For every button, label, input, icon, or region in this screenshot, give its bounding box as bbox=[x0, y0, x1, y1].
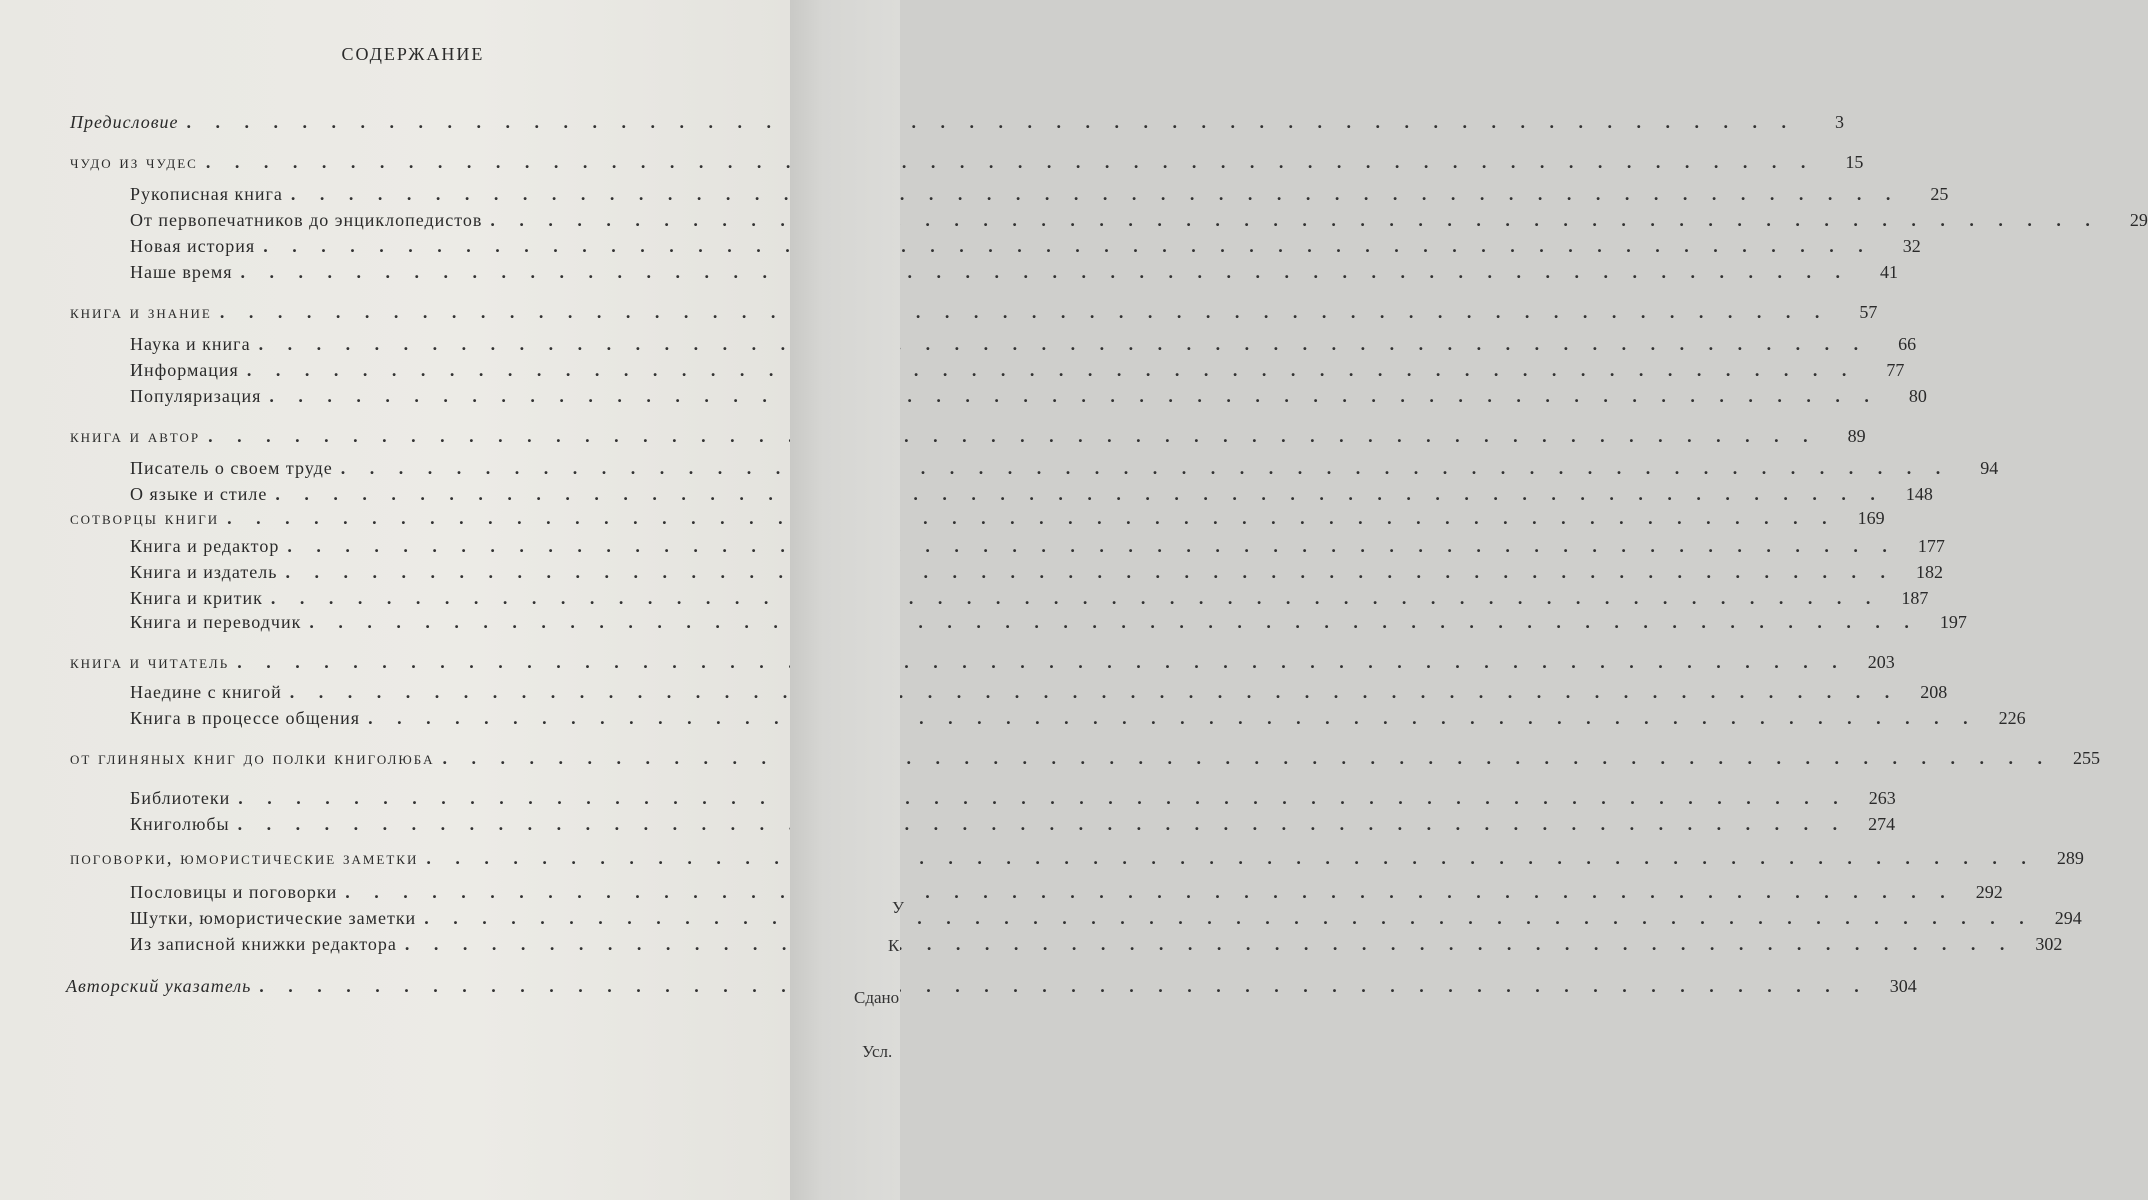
toc-entry bbox=[70, 302, 1878, 328]
toc-label: Популяризация bbox=[130, 386, 262, 406]
toc-entry bbox=[130, 484, 1933, 510]
toc-label: от глиняных книг до полки книголюба bbox=[70, 748, 435, 769]
toc-entry bbox=[130, 882, 2003, 908]
toc-entry bbox=[70, 426, 1866, 452]
toc-page-number: 169 bbox=[1857, 508, 1885, 528]
leader-dots bbox=[241, 262, 1851, 283]
leader-dots bbox=[259, 976, 1869, 997]
leader-dots bbox=[208, 426, 1818, 447]
toc-label: Книга и издатель bbox=[130, 562, 278, 582]
toc-page-number: 208 bbox=[1920, 682, 1948, 702]
toc-entry bbox=[130, 184, 1949, 210]
toc-entry bbox=[130, 682, 1948, 708]
toc-label: Книга и редактор bbox=[130, 536, 280, 556]
toc-label: Из записной книжки редактора bbox=[130, 934, 397, 954]
toc-label: книга и автор bbox=[70, 426, 201, 447]
toc-label: Новая история bbox=[130, 236, 256, 256]
leader-dots bbox=[424, 908, 2034, 929]
toc-label: Наше время bbox=[130, 262, 233, 282]
toc-entry bbox=[130, 458, 1999, 484]
toc-entry bbox=[130, 814, 1896, 840]
leader-dots bbox=[227, 508, 1837, 529]
toc-entry bbox=[130, 934, 2063, 960]
leader-dots bbox=[206, 152, 1816, 173]
toc-entry bbox=[130, 210, 2148, 236]
toc-page-number: 89 bbox=[1847, 426, 1866, 446]
leader-dots bbox=[442, 748, 2052, 769]
toc-label: От первопечатников до энциклопедистов bbox=[130, 210, 483, 230]
leader-dots bbox=[263, 236, 1873, 257]
toc-page-number: 289 bbox=[2056, 848, 2084, 868]
leader-dots bbox=[247, 360, 1857, 381]
toc-page-number: 41 bbox=[1880, 262, 1898, 282]
toc-page-number: 94 bbox=[1980, 458, 1999, 478]
toc-page-number: 304 bbox=[1889, 976, 1917, 996]
toc-page-number: 294 bbox=[2054, 908, 2082, 928]
leader-dots bbox=[269, 386, 1879, 407]
leader-dots bbox=[220, 302, 1830, 323]
facing-page-text: Сдано bbox=[854, 988, 900, 1007]
toc-page-number: 226 bbox=[1998, 708, 2026, 728]
toc-page-number: 77 bbox=[1886, 360, 1905, 380]
leader-dots bbox=[237, 652, 1847, 673]
toc-entry bbox=[130, 536, 1945, 562]
toc-page-number: 274 bbox=[1868, 814, 1896, 834]
toc-label: Наедине с книгой bbox=[130, 682, 282, 702]
toc-page-number: 25 bbox=[1930, 184, 1949, 204]
toc-page-number: 29 bbox=[2129, 210, 2148, 230]
toc-entry bbox=[130, 386, 1927, 412]
toc-page-number: 57 bbox=[1859, 302, 1878, 322]
leader-dots bbox=[291, 184, 1901, 205]
toc-label: Книга и переводчик bbox=[130, 612, 302, 632]
toc-label: книга и знание bbox=[70, 302, 212, 323]
toc-entry bbox=[130, 908, 2082, 934]
leader-dots bbox=[238, 814, 1848, 835]
toc-label: поговорки, юмористические заметки bbox=[70, 848, 419, 869]
leader-dots bbox=[187, 112, 1797, 133]
toc-entry bbox=[70, 848, 2084, 874]
leader-dots bbox=[238, 788, 1848, 809]
leader-dots bbox=[287, 536, 1897, 557]
toc-entry bbox=[130, 588, 1929, 614]
facing-page-text: К bbox=[888, 936, 900, 955]
toc-label: Книга и критик bbox=[130, 588, 263, 608]
leader-dots bbox=[271, 588, 1881, 609]
leader-dots bbox=[275, 484, 1885, 505]
page-title: СОДЕРЖАНИЕ bbox=[341, 44, 485, 64]
leader-dots bbox=[259, 334, 1869, 355]
leader-dots bbox=[490, 210, 2100, 231]
leader-dots bbox=[426, 848, 2036, 869]
toc-entry bbox=[70, 112, 1845, 138]
leader-dots bbox=[405, 934, 2015, 955]
toc-label: Предисловие bbox=[70, 112, 179, 132]
leader-dots bbox=[341, 458, 1951, 479]
toc-page-number: 15 bbox=[1845, 152, 1864, 172]
toc-entry bbox=[130, 612, 1967, 638]
toc-label: Книголюбы bbox=[130, 814, 230, 834]
toc-page-number: 263 bbox=[1868, 788, 1896, 808]
facing-page-edge bbox=[790, 0, 905, 1200]
toc-page-number: 182 bbox=[1915, 562, 1943, 582]
facing-page-text: У bbox=[892, 898, 905, 917]
toc-page-number: 148 bbox=[1905, 484, 1933, 504]
toc-label: Писатель о своем труде bbox=[130, 458, 333, 478]
toc-page-number: 197 bbox=[1939, 612, 1967, 632]
toc-entry bbox=[130, 334, 1917, 360]
toc-page-number: 203 bbox=[1867, 652, 1895, 672]
toc-page-number: 80 bbox=[1908, 386, 1927, 406]
toc-label: Рукописная книга bbox=[130, 184, 283, 204]
toc-page-number: 177 bbox=[1917, 536, 1945, 556]
toc-page-number: 292 bbox=[1975, 882, 2003, 902]
toc-entry bbox=[130, 708, 2026, 734]
toc-entry bbox=[70, 652, 1895, 678]
toc-entry bbox=[130, 360, 1905, 386]
toc-entry bbox=[130, 788, 1896, 814]
toc-entry bbox=[130, 236, 1921, 262]
toc-page-number: 3 bbox=[1835, 112, 1845, 132]
facing-page-text: Усл. bbox=[862, 1042, 893, 1061]
toc-label: О языке и стиле bbox=[130, 484, 268, 504]
leader-dots bbox=[309, 612, 1919, 633]
toc-page-number: 187 bbox=[1901, 588, 1929, 608]
toc-label: Авторский указатель bbox=[66, 976, 252, 996]
leader-dots bbox=[345, 882, 1955, 903]
toc-page-number: 302 bbox=[2035, 934, 2063, 954]
leader-dots bbox=[290, 682, 1900, 703]
toc-page-number: 32 bbox=[1902, 236, 1921, 256]
toc-label: Наука и книга bbox=[130, 334, 251, 354]
toc-page-number: 66 bbox=[1898, 334, 1917, 354]
toc-entry bbox=[70, 152, 1864, 178]
leader-dots bbox=[285, 562, 1895, 583]
toc-label: Библиотеки bbox=[130, 788, 231, 808]
toc-entry bbox=[130, 562, 1943, 588]
toc-label: Книга в процессе общения bbox=[130, 708, 361, 728]
toc-page-number: 255 bbox=[2072, 748, 2100, 768]
toc-label: Пословицы и поговорки bbox=[130, 882, 338, 902]
toc-label: Информация bbox=[130, 360, 239, 380]
toc-label: Шутки, юмористические заметки bbox=[130, 908, 417, 928]
toc-entry bbox=[70, 748, 2100, 774]
toc-entry bbox=[70, 508, 1885, 534]
toc-label: чудо из чудес bbox=[70, 152, 198, 173]
toc-label: книга и читатель bbox=[70, 652, 230, 673]
leader-dots bbox=[368, 708, 1978, 729]
toc-label: сотворцы книги bbox=[70, 508, 220, 529]
toc-entry bbox=[130, 262, 1898, 288]
